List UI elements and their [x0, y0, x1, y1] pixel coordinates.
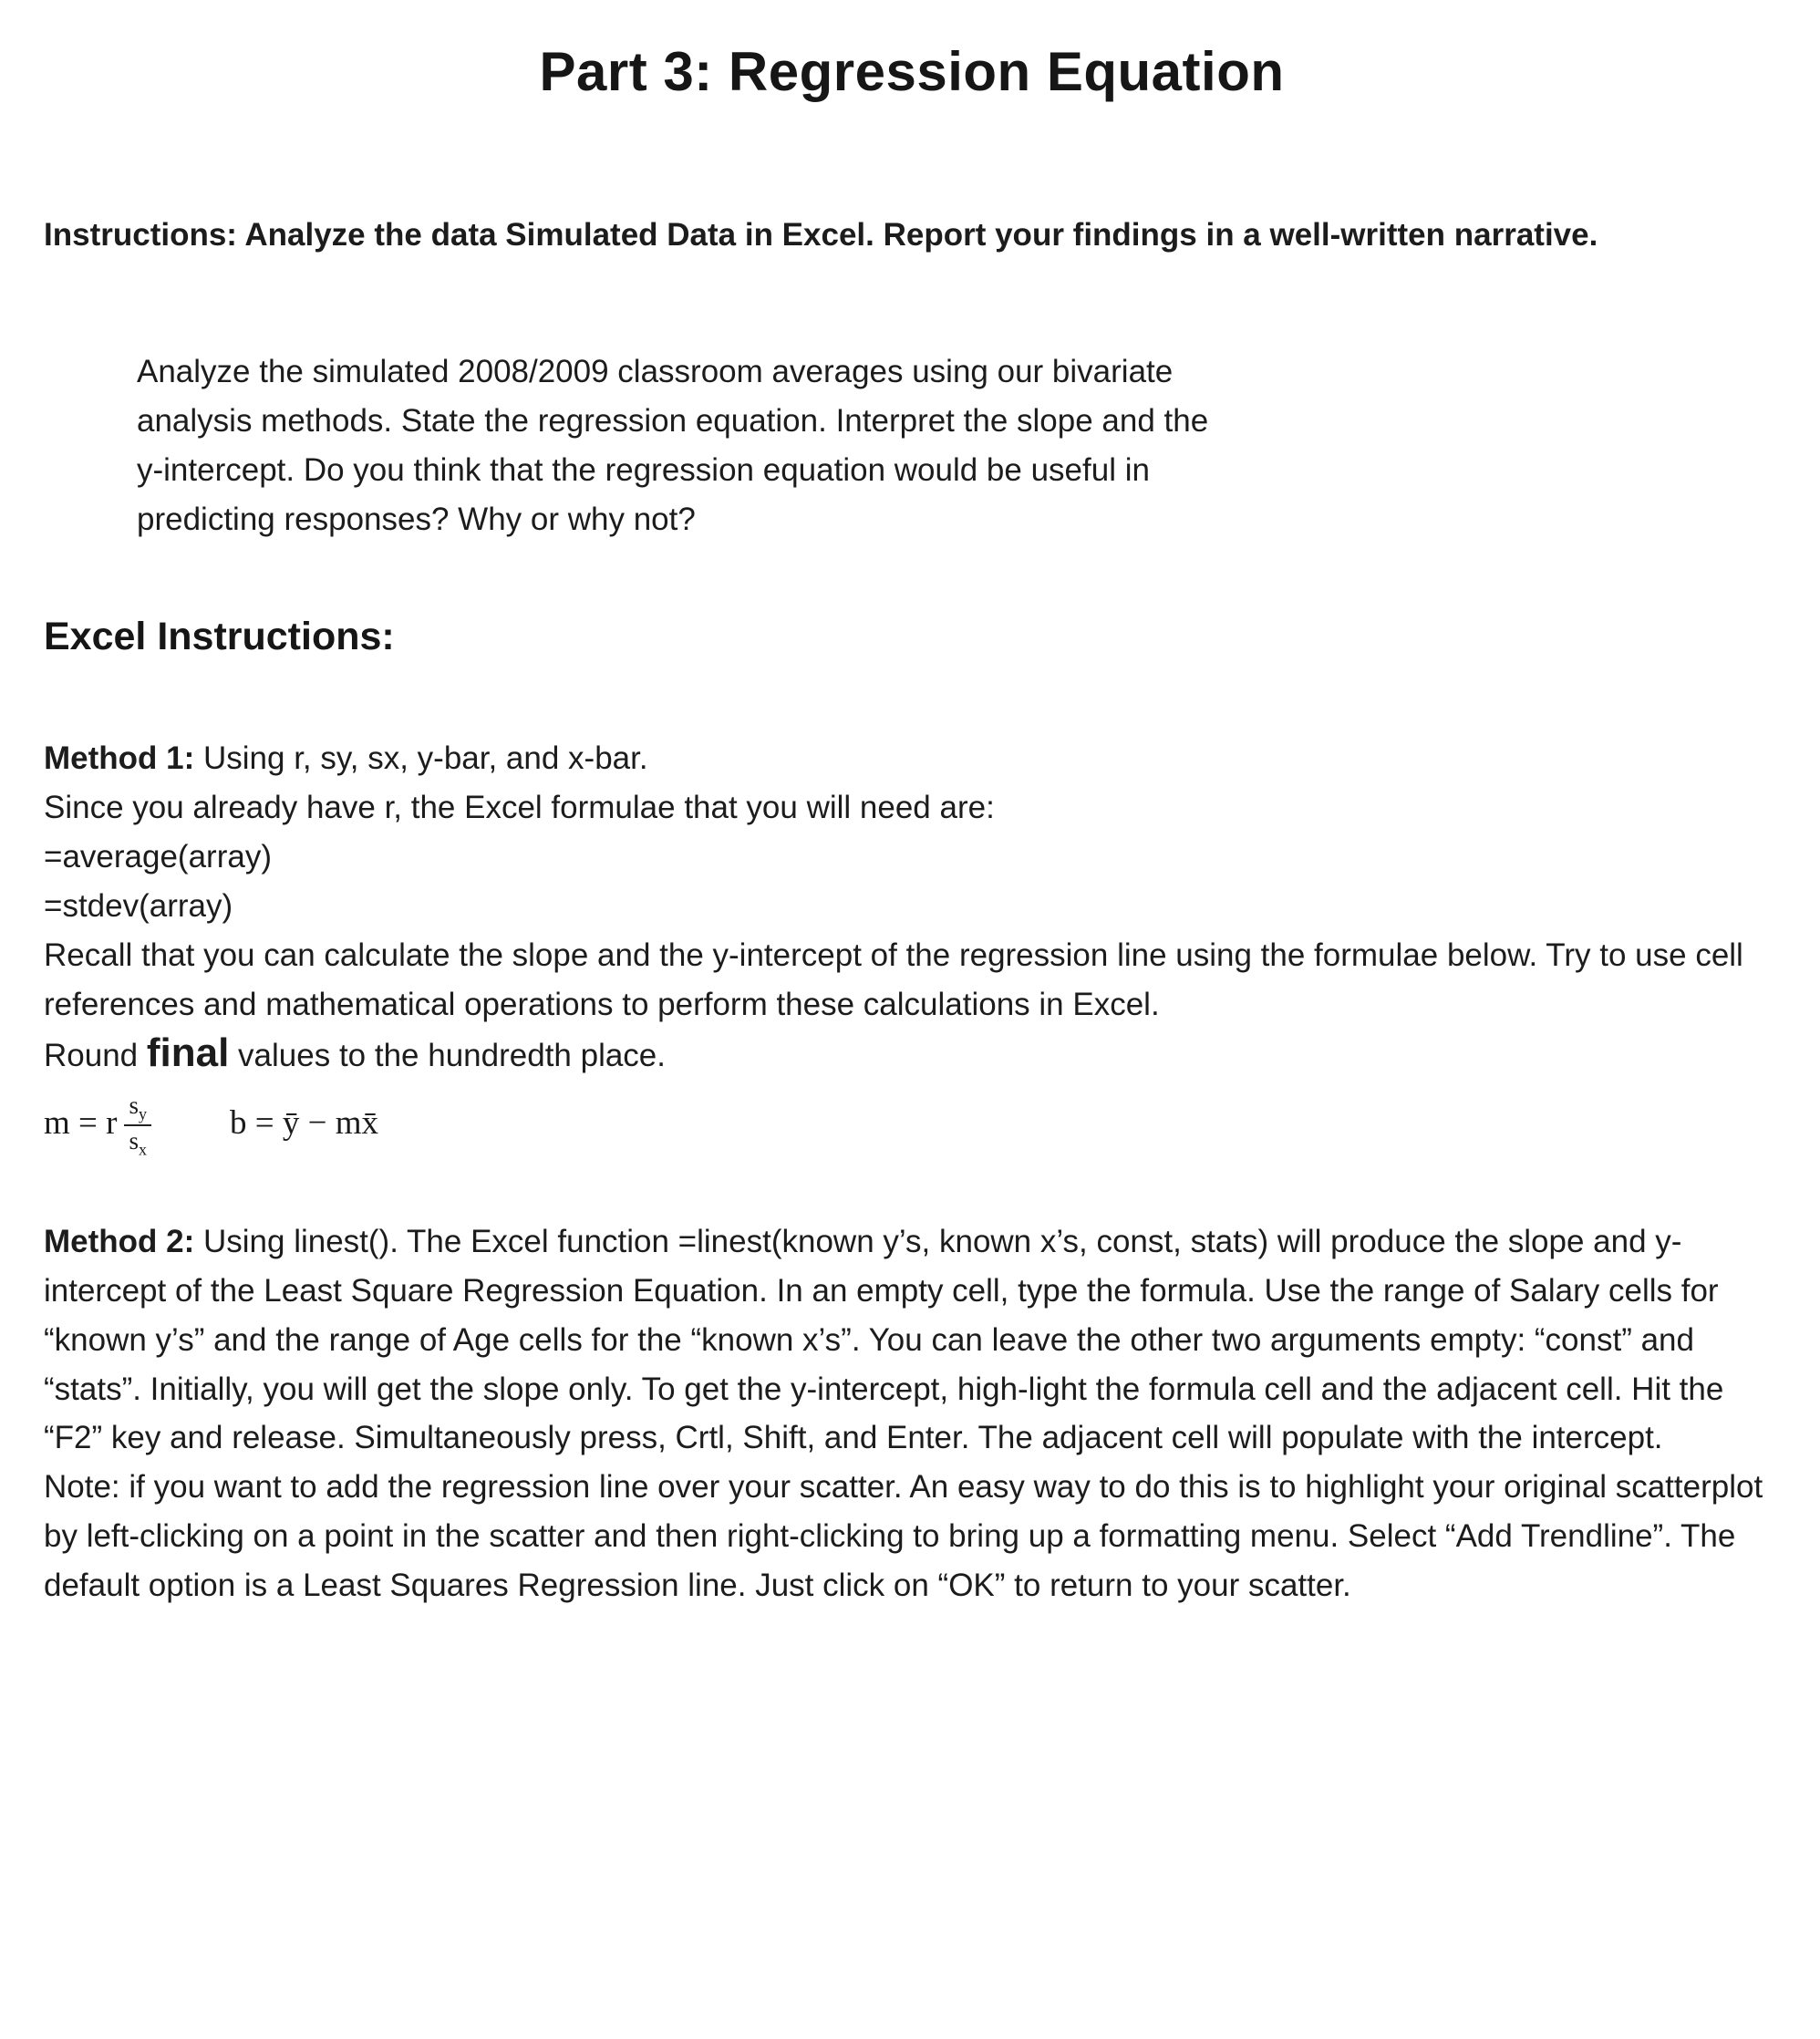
fraction-numerator: $s_y$	[124, 1092, 151, 1126]
method1-label: Method 1:	[44, 740, 195, 777]
intercept-formula: b = ȳ − mx̄	[229, 1104, 378, 1143]
method1-intro-line	[44, 734, 1780, 783]
fraction-denominator: $s_x$	[129, 1126, 147, 1159]
page-title: Part 3: Regression Equation	[539, 41, 1285, 102]
slope-formula-prefix: m = r	[44, 1104, 118, 1143]
regression-formulas	[44, 1090, 1780, 1157]
method2-paragraph	[44, 1217, 1780, 1463]
assignment-paragraph: Analyze the simulated 2008/2009 classroom averages using our bivariate analysis methods. State the regression equation. Interpret the slope and the y-intercept. Do you think that the regression equation would be useful in predicting responses? Why or why not?	[137, 353, 1209, 537]
instructions-paragraph: Instructions: Analyze the data Simulated Data in Excel. Report your findings in a well-written narrative.	[44, 217, 1598, 253]
excel-formula-average: =average(array)	[44, 839, 272, 875]
excel-formula-stdev: =stdev(array)	[44, 888, 233, 925]
method1-round-line	[44, 1031, 1780, 1081]
round-suffix: values to the hundredth place.	[229, 1037, 666, 1073]
method2-body-text: Using linest(). The Excel function =linest(known y’s, known x’s, const, stats) will produce the slope and y-intercept of the Least Square Regression Equation. In an empty cell, type the formula. Use the range of Salary cells for “known y’s” and the range of Age cells for the “known x’s”. You can leave the other two arguments empty: “const” and “stats”. Initially, you will get the slope only. To get the y-intercept, high-light the formula cell and the adjacent cell. Hit the “F2” key and release. Simultaneously press, Crtl, Shift, and Enter. The adjacent cell will populate with the intercept.	[44, 1223, 1724, 1456]
trendline-note-paragraph: Note: if you want to add the regression line over your scatter. An easy way to do this is to highlight your original scatterplot by left-clicking on a point in the scatter and then right-clicking to bring up a formatting menu. Select “Add Trendline”. The default option is a Least Squares Regression line. Just click on “OK” to return to your scatter.	[44, 1469, 1763, 1604]
slope-formula	[44, 1090, 151, 1157]
method2-section	[44, 1217, 1780, 1610]
document-page	[44, 40, 1780, 1610]
sy-over-sx-fraction	[124, 1092, 151, 1159]
method1-intro-text: Using r, sy, sx, y-bar, and x-bar.	[194, 740, 648, 777]
round-prefix: Round	[44, 1037, 147, 1073]
round-final-word: final	[146, 1030, 230, 1075]
method1-section	[44, 734, 1780, 1159]
excel-instructions-heading: Excel Instructions:	[44, 615, 395, 659]
method1-since-line: Since you already have r, the Excel formulae that you will need are:	[44, 790, 995, 826]
method1-recall-line: Recall that you can calculate the slope and the y-intercept of the regression line using the formulae below. Try to use cell references and mathematical operations to perform these calculations in Excel.	[44, 937, 1743, 1022]
method2-label: Method 2:	[44, 1223, 195, 1259]
